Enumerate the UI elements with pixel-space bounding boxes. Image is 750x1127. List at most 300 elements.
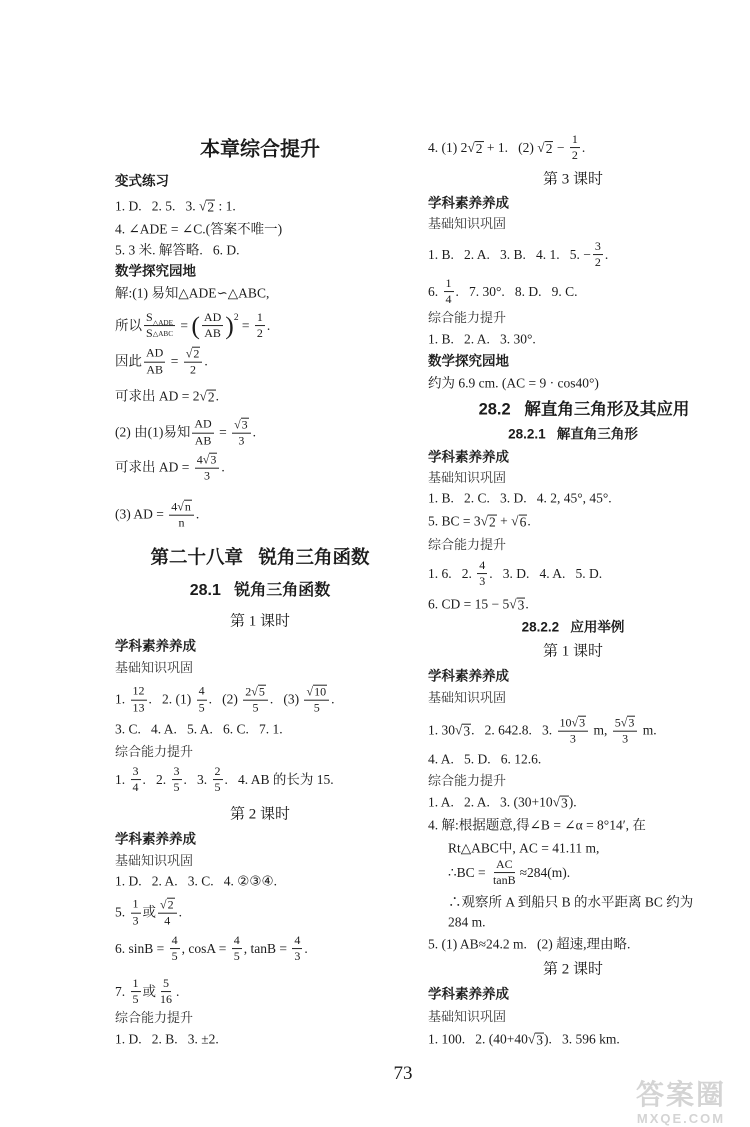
text-segment: .	[604, 246, 609, 262]
text-segment: : 1.	[215, 198, 236, 214]
text-segment: )	[225, 311, 234, 341]
fraction-numerator	[243, 685, 268, 701]
radical-sign	[511, 514, 518, 531]
square-root	[160, 898, 175, 912]
text-segment: .	[252, 424, 257, 440]
text-segment: 5	[614, 715, 621, 730]
fraction	[613, 716, 638, 747]
text-segment: 3	[517, 597, 525, 613]
answer-line	[115, 1032, 405, 1049]
fraction	[158, 977, 174, 1007]
text-segment: 1. B. 2. A. 3. B. 4. 1. 5. −	[428, 246, 591, 262]
radicand	[627, 716, 635, 730]
text-segment: 4	[479, 558, 486, 573]
text-segment: 2	[233, 313, 239, 324]
square-root	[199, 199, 215, 216]
text-segment: 5	[132, 992, 139, 1007]
radicand	[488, 515, 497, 531]
text-segment: 6. CD = 15 − 5	[428, 596, 510, 612]
fraction	[255, 311, 265, 341]
answer-line	[428, 491, 718, 508]
radical-sign	[509, 597, 516, 614]
fraction-denominator	[131, 914, 141, 928]
subscript	[153, 330, 173, 338]
text-segment: 2	[207, 199, 215, 215]
exercise-heading	[428, 354, 718, 371]
fraction-denominator	[188, 363, 198, 377]
radical-sign	[160, 898, 167, 911]
fraction	[170, 934, 180, 964]
fraction-numerator	[144, 311, 175, 326]
radical-sign	[528, 1032, 535, 1049]
fraction-numerator	[593, 240, 603, 255]
text-segment: . 2. 642.8. 3.	[471, 722, 556, 738]
text-segment: .	[178, 904, 182, 920]
fraction-numerator	[613, 716, 638, 732]
text-segment: 第 1 课时	[229, 613, 290, 630]
radical-sign	[537, 140, 544, 157]
text-segment: 5. BC = 3	[428, 513, 481, 529]
text-segment: 3	[579, 715, 586, 730]
category-label	[115, 853, 405, 869]
text-segment: 约为 6.9 cm. (AC = 9 · cos40°)	[428, 375, 599, 391]
answer-line	[115, 243, 405, 260]
text-segment: .	[331, 691, 335, 707]
fraction-denominator	[568, 732, 578, 746]
text-segment: ≈284(m).	[519, 864, 571, 880]
text-segment: 3	[622, 731, 629, 746]
text-segment: 可求出 AD =	[115, 459, 193, 475]
text-segment: 1. D. 2. A. 3. C. 4. ②③④.	[115, 873, 277, 889]
fraction	[131, 898, 141, 928]
radicand	[207, 390, 216, 406]
text-segment: 3	[241, 417, 248, 432]
text-segment: 4. ∠ADE = ∠C.(答案不唯一)	[115, 221, 283, 237]
fraction-denominator	[144, 363, 165, 377]
square-root	[251, 685, 266, 699]
radicand	[560, 796, 569, 812]
text-segment: 5	[198, 700, 205, 715]
text-segment: 5	[163, 976, 169, 991]
text-segment: =	[215, 424, 231, 440]
text-segment: 综合能力提升	[428, 772, 507, 788]
text-segment: 1. D. 2. 5. 3.	[115, 198, 199, 214]
fraction	[491, 858, 518, 888]
fraction	[158, 898, 177, 929]
text-segment: m.	[639, 722, 657, 738]
text-segment: 6.	[428, 283, 442, 299]
text-segment: 5	[313, 700, 320, 715]
text-segment: 学科素养养成	[428, 668, 509, 684]
text-segment: 基础知识巩固	[115, 852, 194, 868]
text-segment: 数学探究园地	[115, 263, 196, 279]
category-label	[428, 537, 718, 553]
square-root	[234, 418, 249, 432]
text-segment: 1	[571, 132, 578, 147]
text-segment: 或	[142, 904, 156, 920]
text-segment: 28.2 解直角三角形及其应用	[478, 400, 690, 419]
answer-line	[428, 937, 718, 954]
answer-line	[115, 222, 405, 239]
watermark-site-text: MXQE.COM	[636, 1110, 726, 1126]
answer-line	[428, 1032, 718, 1049]
fraction-denominator	[170, 950, 180, 964]
fraction	[593, 240, 603, 270]
text-segment: +	[496, 513, 512, 529]
text-segment: 28.1 锐角三角函数	[189, 582, 331, 599]
page-number: 73	[393, 1063, 413, 1084]
radical-sign	[553, 795, 560, 812]
section-title	[115, 581, 405, 601]
text-segment: tanB	[492, 873, 516, 888]
fraction	[192, 418, 213, 448]
text-segment: 综合能力提升	[428, 309, 507, 325]
text-segment: 5. (1) AB≈24.2 m. (2) 超速,理由略.	[428, 936, 631, 952]
square-root	[467, 140, 483, 157]
square-root	[537, 140, 553, 157]
large-parenthesis	[225, 313, 234, 339]
text-segment: .	[527, 513, 531, 529]
fraction	[197, 685, 207, 715]
radicand	[167, 898, 175, 912]
text-segment: 3	[132, 913, 139, 928]
large-parenthesis	[191, 313, 200, 339]
text-segment: 1	[132, 897, 139, 912]
text-segment: 变式练习	[115, 173, 169, 189]
fraction-numerator	[161, 977, 171, 992]
fraction-numerator	[255, 311, 265, 326]
text-segment: 7.	[115, 983, 129, 999]
square-root	[203, 453, 218, 467]
text-segment: .	[304, 940, 308, 956]
fraction-denominator	[477, 575, 487, 589]
radical-sign	[621, 716, 628, 729]
fraction-numerator	[304, 685, 329, 701]
square-root	[572, 716, 587, 730]
text-segment: 5. 3 米. 解答略. 6. D.	[115, 242, 240, 258]
text-segment: . 2.	[142, 771, 170, 787]
fraction-denominator	[177, 516, 187, 530]
text-segment: 2	[214, 764, 221, 779]
text-segment: AB	[194, 433, 212, 448]
category-label	[428, 470, 718, 486]
lesson-title	[115, 613, 405, 632]
text-segment: 学科素养养成	[428, 449, 509, 465]
text-segment: 或	[142, 983, 156, 999]
text-segment: 1	[256, 310, 263, 325]
text-segment: 16	[160, 992, 172, 1007]
fraction-numerator	[131, 898, 141, 913]
radicand	[184, 500, 192, 514]
fraction	[131, 765, 141, 795]
fraction-numerator	[184, 347, 203, 363]
text-segment: 2	[571, 148, 578, 163]
fraction-numerator	[131, 977, 141, 992]
fraction	[213, 765, 223, 795]
text-segment: 28.2.2 应用举例	[521, 619, 625, 635]
fraction	[444, 277, 454, 307]
text-segment: + 1. (2)	[483, 139, 538, 155]
fraction-numerator	[197, 685, 207, 700]
text-segment: 3	[173, 764, 180, 779]
text-segment: 综合能力提升	[428, 536, 507, 552]
fraction-numerator	[131, 685, 147, 700]
text-segment: 1	[132, 976, 139, 991]
square-root	[200, 389, 216, 406]
fraction-denominator	[491, 874, 518, 888]
text-segment: .	[525, 596, 529, 612]
answer-line-continued	[428, 841, 718, 858]
square-root	[186, 347, 201, 361]
fraction	[570, 133, 580, 163]
text-segment: 28.2.1 解直角三角形	[508, 426, 638, 442]
text-segment: . 3.	[183, 771, 211, 787]
fraction-numerator	[570, 133, 580, 148]
answer-line	[115, 765, 405, 795]
text-segment: 本章综合提升	[200, 138, 320, 161]
text-segment: 3	[594, 239, 601, 254]
text-segment: , tanB =	[243, 940, 291, 956]
fraction	[172, 765, 182, 795]
text-segment: 3	[238, 433, 245, 448]
fraction	[195, 453, 220, 484]
text-segment: ∴观察所 A 到船只 B 的水平距离 BC 约为	[448, 894, 694, 910]
fraction-denominator	[202, 469, 212, 483]
radicand	[475, 141, 484, 157]
text-segment: 第 3 课时	[542, 171, 603, 188]
radical-sign	[306, 685, 313, 698]
radical-sign	[251, 685, 258, 698]
text-segment: 2	[594, 255, 601, 270]
text-segment: 3	[561, 795, 568, 811]
fraction-denominator	[213, 781, 223, 795]
radicand	[241, 418, 249, 432]
text-segment: .	[176, 983, 180, 999]
answer-line	[428, 818, 718, 835]
text-segment: ). 3. 596 km.	[544, 1031, 620, 1047]
fraction	[304, 685, 329, 716]
text-segment: 5	[173, 780, 180, 795]
subscript	[153, 319, 173, 327]
category-label	[428, 773, 718, 789]
text-segment: 10	[314, 684, 327, 699]
fraction-denominator	[232, 950, 242, 964]
fraction	[144, 347, 165, 377]
answer-line	[115, 453, 405, 484]
watermark-logo-text: 答案圈	[635, 1079, 726, 1110]
radical-sign	[203, 453, 210, 466]
text-segment: 3	[479, 574, 486, 589]
text-segment: .	[215, 388, 220, 404]
exercise-heading	[115, 174, 405, 191]
fraction-numerator	[213, 765, 223, 780]
fraction-numerator	[232, 934, 242, 949]
text-segment: .	[266, 317, 271, 333]
text-segment: 4	[198, 684, 205, 699]
text-segment: . 7. 30°. 8. D. 9. C.	[455, 283, 578, 299]
fraction-denominator	[131, 781, 141, 795]
fraction-numerator	[169, 500, 194, 516]
text-segment: 基础知识巩固	[428, 215, 507, 231]
text-segment: 可求出 AD = 2	[115, 388, 200, 404]
fraction	[202, 311, 223, 341]
radical-sign	[481, 514, 488, 531]
category-label	[428, 216, 718, 232]
text-segment: 学科素养养成	[115, 638, 196, 654]
radicand	[192, 347, 200, 361]
answer-line	[115, 500, 405, 531]
fraction-numerator	[170, 934, 180, 949]
answer-line	[115, 685, 405, 716]
exercise-heading	[428, 196, 718, 213]
square-root	[509, 597, 525, 614]
text-segment: . 2. (1)	[148, 691, 195, 707]
fraction	[144, 311, 175, 341]
text-segment: ∴BC =	[448, 864, 489, 880]
text-segment: 第 1 课时	[542, 643, 603, 660]
text-segment: 学科素养养成	[428, 195, 509, 211]
text-segment: . 4. AB 的长为 15.	[224, 771, 334, 787]
text-segment: 4	[171, 499, 178, 514]
text-segment: 3	[463, 723, 471, 739]
answer-line	[115, 347, 405, 378]
fraction-denominator	[131, 701, 147, 715]
radicand	[519, 513, 531, 531]
text-segment: 1.	[115, 771, 129, 787]
fraction-numerator	[158, 898, 177, 914]
category-label	[428, 310, 718, 326]
square-root	[481, 514, 497, 531]
square-root	[455, 723, 471, 740]
fraction	[558, 716, 589, 747]
text-segment: AB	[146, 362, 163, 377]
square-root	[528, 1032, 544, 1049]
answer-line	[428, 240, 718, 270]
text-segment: 2	[207, 389, 215, 405]
text-segment: (3) AD =	[115, 506, 168, 522]
text-segment: 4. A. 5. D. 6. 12.6.	[428, 751, 542, 767]
text-segment: 4	[445, 292, 452, 307]
text-segment: 2	[193, 346, 200, 361]
text-segment: AB	[204, 326, 221, 341]
text-segment: S	[146, 310, 153, 325]
fraction-denominator	[193, 434, 214, 448]
text-segment: △ABC	[152, 330, 173, 339]
lesson-title	[428, 171, 718, 190]
site-watermark	[618, 1080, 744, 1126]
text-segment: 4	[132, 780, 139, 795]
category-label	[115, 1010, 405, 1026]
answer-line	[428, 277, 718, 307]
text-segment: 基础知识巩固	[115, 659, 194, 675]
fraction-numerator	[477, 559, 487, 574]
answer-line	[115, 418, 405, 449]
text-segment: ).	[568, 794, 577, 810]
text-segment: 3	[536, 1032, 544, 1048]
square-root	[621, 716, 636, 730]
fraction-denominator	[172, 781, 182, 795]
text-segment: △ADE	[152, 318, 173, 327]
text-segment: .	[581, 139, 586, 155]
text-segment: 1. 30	[428, 722, 455, 738]
text-segment: 1	[445, 276, 452, 291]
fraction	[169, 500, 194, 531]
category-label	[115, 744, 405, 760]
text-segment: 10	[559, 715, 572, 730]
text-segment: 2	[167, 897, 174, 912]
text-segment: . (3)	[269, 691, 303, 707]
fraction-denominator	[312, 701, 322, 715]
text-segment: =	[238, 317, 253, 333]
answer-line	[428, 514, 718, 531]
radicand	[462, 724, 471, 740]
text-segment: 5	[214, 780, 221, 795]
text-segment: 4	[171, 933, 178, 948]
text-segment: 3	[569, 731, 576, 746]
text-segment: 3	[210, 452, 217, 467]
radical-sign	[572, 716, 579, 729]
radicand	[313, 685, 327, 699]
chapter-title	[115, 545, 405, 568]
left-column	[115, 0, 405, 1127]
text-segment: 4. (1) 2	[428, 139, 468, 155]
square-root	[177, 500, 192, 514]
text-segment: 综合能力提升	[115, 1009, 194, 1025]
text-segment: .	[221, 459, 225, 475]
fraction-denominator	[158, 993, 174, 1007]
text-segment: 4	[196, 452, 203, 467]
fraction-numerator	[131, 765, 141, 780]
answer-line	[428, 376, 718, 393]
text-segment: 解:(1) 易知△ADE∽△ABC,	[115, 285, 270, 301]
text-segment: 第 2 课时	[542, 961, 603, 978]
radical-sign	[199, 199, 206, 216]
text-segment: 2	[245, 684, 252, 699]
text-segment: AD	[146, 346, 164, 361]
text-segment: 13	[132, 700, 145, 715]
text-segment: 第 2 课时	[229, 806, 290, 823]
answer-line	[115, 898, 405, 929]
text-segment: 2	[545, 140, 553, 156]
exercise-heading	[428, 669, 718, 686]
answer-line	[115, 311, 405, 341]
answer-line	[428, 133, 718, 163]
exercise-heading	[428, 987, 718, 1004]
text-segment: 学科素养养成	[428, 986, 509, 1002]
radicand	[535, 1033, 544, 1049]
text-segment: (	[191, 311, 200, 341]
right-column	[428, 0, 718, 1127]
answer-line-continued	[428, 915, 718, 932]
text-segment: 因此	[115, 353, 142, 369]
radicand	[258, 685, 266, 699]
lesson-title	[428, 961, 718, 980]
text-segment: 学科素养养成	[115, 831, 196, 847]
text-segment: n	[178, 515, 185, 530]
answer-line	[115, 934, 405, 964]
answer-line	[115, 874, 405, 891]
fraction-denominator	[620, 732, 630, 746]
answer-line	[428, 332, 718, 349]
lesson-title	[115, 806, 405, 825]
text-segment: .	[204, 353, 208, 369]
answer-line	[115, 286, 405, 303]
text-segment: AD	[203, 310, 222, 325]
text-segment: n	[184, 499, 191, 514]
fraction-numerator	[202, 311, 223, 326]
summary-title	[115, 138, 405, 163]
text-segment: 6. sinB =	[115, 940, 168, 956]
